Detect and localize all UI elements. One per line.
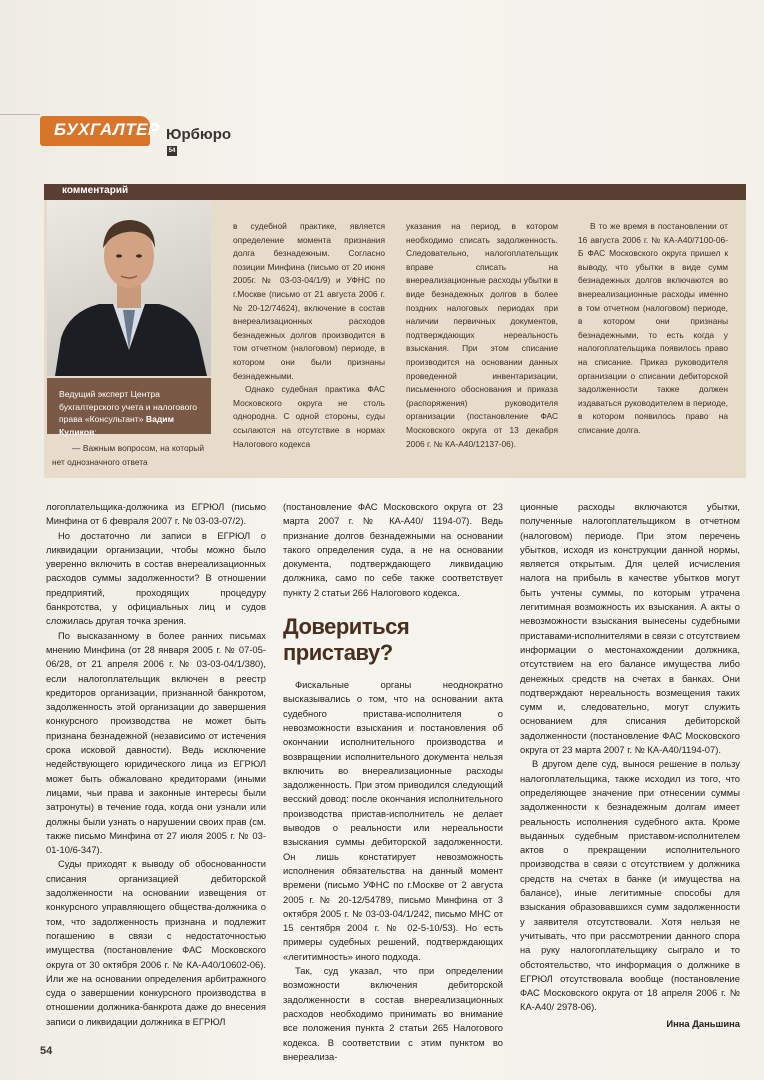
comment-paragraph: — Важным вопросом, на который нет однозначного ответа [52, 443, 204, 467]
article-paragraph: Так, суд указал, что при определении возможности включения дебиторской задолженности в состав внереализационных расходов необходимо принимать во внимание все положения пункта 2 статьи 265 Налогового кодекса. В соответствии с этим пунктом во внереализа- [283, 965, 503, 1062]
comment-column-3 [406, 220, 558, 451]
page-number: 54 [40, 1045, 53, 1057]
comment-bar [44, 184, 746, 200]
comment-paragraph: Однако судебная практика ФАС Московского округа не столь однородна. С одной стороны, суды ссылаются на отсутствие в нормах Налогового кодекса [233, 384, 385, 449]
section-title: Юрбюро [166, 126, 232, 143]
caption-text: Ведущий эксперт Центра бухгалтерского учета и налогового права «Консультант» [59, 389, 198, 424]
expert-photo [47, 200, 211, 376]
comment-label: комментарий [62, 185, 129, 196]
article-paragraph: Суды приходят к выводу об обоснованности списания организацией дебиторской задолженности на основании извещения от конкурсного управляющего общества-должника о том, что задолженность признана и подлежит погашению в связи с недостаточностью имущества (постановление ФАС Московского округа от 30 октября 2006 г. № КА-А40/10602-06). Или же на основании определения арбитражного суда о завершении конкурсного производства в отношении должника-банкрота даже до внесения записи о ликвидации должника в ЕГРЮЛ [46, 858, 266, 1027]
article-paragraph: (постановление ФАС Московского округа от 23 марта 2007 г. № КА-А40/ 1194-07). Ведь признание долгов безнадежными на основании такого определения суда, а не на основании документа, подтверждающего ликвидацию должника, само по себе также соответствует пункту 2 статьи 266 Налогового кодекса. [283, 501, 503, 598]
article-paragraph: Фискальные органы неоднократно высказывались о том, что на основании акта судебного пристава-исполнителя о невозможности взыскания и постановления об окончании исполнительного производства и возвращении исполнительного документа нельзя включить во внереализационные расходы задолженность. При этом приводился следующий весский довод: после окончания исполнительного производства пристав-исполнитель не делает выводов о реальности или нереальности взыскания суммы дебиторской задолженности. Он лишь констатирует невозможность исполнения обязательства на данный момент времени (письмо УФНС по г.Москве от 2 августа 2005 г. № 20-12/54789, письмо Минфина от 3 октября 2005 г. № 03-03-04/1/242, письмо МНС от 15 сентября 2004 г. № 02-5-10/53). Но есть примеры судебных решений, подтверждающих «легитимность» иного подхода. [283, 679, 503, 962]
author-signature: Инна Даньшина [666, 1017, 740, 1029]
comment-paragraph: В то же время в постановлении от 16 августа 2006 г. № КА-А40/7100-06-Б ФАС Московского округа пришел к выводу, что убытки в виде сумм безнадежных долгов включаются во внереализационные расходы именно в том отчетном (налоговом) периоде, в котором они признаны безнадежными, то есть когда у налогоплательщика появилось право на списание. Приказ руководителя организации о списании дебиторской задолженности также должен издаваться руководителем в периоде, в котором появилось право на списание долга. [578, 221, 728, 435]
caption-colon: : [94, 426, 97, 437]
article-column-2 [283, 500, 503, 1064]
logo-text: БУХГАЛТЕР [54, 120, 160, 139]
magazine-logo [40, 116, 160, 146]
comment-column-4 [578, 220, 728, 438]
article-column-1 [46, 500, 266, 1029]
article-subheading: Довериться приставу? [283, 614, 410, 666]
comment-column-2 [233, 220, 385, 451]
comment-column-1 [52, 442, 204, 469]
article-paragraph: Но достаточно ли записи в ЕГРЮЛ о ликвидации организации, чтобы можно было уверенно включить в состав внереализационных расходов суммы задолженности? В отношении предприятий, проходящих процедуру банкротства, у официальных лиц и судов сложилась другая точка зрения. [46, 529, 266, 627]
top-divider [0, 114, 40, 115]
article-column-3 [520, 500, 740, 1031]
expert-name: Вадим Куликов [59, 414, 174, 437]
article-paragraph: В другом деле суд, вынося решение в пользу налогоплательщика, также исходил из того, что определяющее значение при отнесении суммы задолженности к безнадежным долгам имеет реальность исполнения судебного акта. Кроме выданных судебным приставом-исполнителем актов о прекращении исполнительного производства в связи с отсутствием у должника средств на счетах в банке (и имущества на балансе), иные легитимные способы для взыскания образовавшихся сумм задолженности у заявителя отсутствовали. Хотя нельзя не учитывать, что при рассмотрении данного спора на руку налогоплательщику сыграло и то обстоятельство, что информация о должнике в ЕГРЮЛ отсутствовала вообще (постановление ФАС Московского округа от 18 апреля 2006 г. № КА-А40/ 2978-06). [520, 758, 740, 1013]
expert-caption [47, 378, 211, 437]
comment-paragraph: в судебной практике, является определение момента признания долга безнадежным. Согласно позиции Минфина (письмо от 20 июня 2005г. № 03-03-04/1/9) и УФНС по г.Москве (письмо от 21 августа 2006 г. № 20-12/74624), включение в состав внереализационных расходов безнадежных долгов производится в том отчетном (налоговом) периоде, в котором они были признаны безнадежными. [233, 221, 385, 381]
article-paragraph: По высказанному в более ранних письмах мнению Минфина (от 28 января 2005 г. № 07-05-06/28, от 21 апреля 2006 г. № 03-03-04/1/380), если налогоплательщик включен в реестр кредиторов организации, признанной банкротом, задолженность этой организации до завершения конкурсного производства не может быть признана безнадежной (независимо от истечения срока исковой давности). Ведь исключение недействующего юридического лица из ЕГРЮЛ может быть обжаловано кредиторами (иными лицами, чьи права и законные интересы были затронуты) в течение года, когда они узнали или должны были узнать о нарушении своих прав (см. также письмо Минфина от 27 июля 2005 г. № 03-01-10/6-347). [46, 629, 266, 856]
article-paragraph: ционные расходы включаются убытки, полученные налогоплательщиком в отчетном (налоговом) периоде. При этом перечень убытков, исходя из конструкции данной нормы, является открытым. Для целей исчисления налога на прибыль в качестве убытков могут быть учтены суммы, по которым утрачена легитимная возможность их взыскания. А акты о невозможности взыскания вынесены судебными приставами-исполнителями в связи с отсутствием информации о местонахождении должника, отсутствием на его балансе имущества либо денежных средств на счетах в банках. Они подтверждают нереальность возмещения таких сумм и, следовательно, могут служить основанием для списания дебиторской задолженности (постановление ФАС Московского округа от 23 марта 2007 г. № КА-А40/1194-07). [520, 501, 740, 756]
page-badge: 54 [168, 148, 176, 154]
article-paragraph: логоплательщика-должника из ЕГРЮЛ (письмо Минфина от 6 февраля 2007 г. № 03-03-07/2). [46, 501, 266, 527]
comment-paragraph: указания на период, в котором необходимо списать задолженность. Следовательно, налогоплательщик вправе списать на внереализационные расходы убытки в виде безнадежных долгов в более поздних налоговых периодах при наличии первичных документов, подтверждающих нереальность взыскания. При этом списание производится на основании данных проведенной инвентаризации, письменного обоснования и приказа (распоряжения) руководителя организации (постановление ФАС Московского округа от 13 декабря 2006 г. № КА-А40/12137-06). [406, 221, 558, 449]
portrait-image [47, 200, 211, 376]
